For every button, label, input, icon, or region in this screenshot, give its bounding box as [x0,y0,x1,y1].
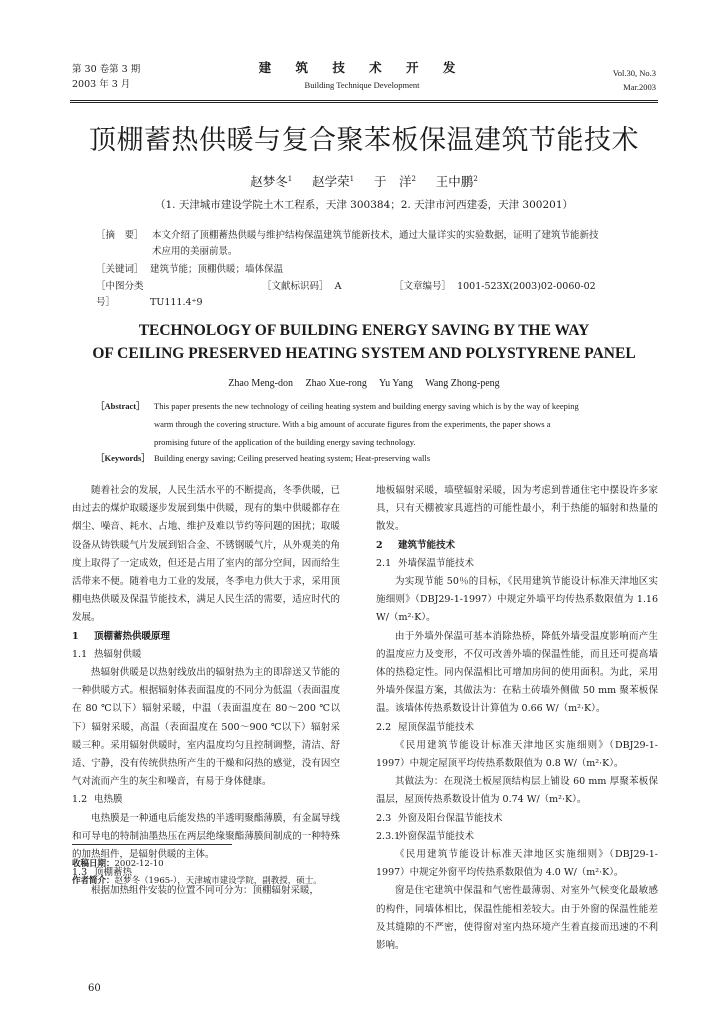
footnote [72,856,322,890]
author-bio: 作者简介：赵梦冬（1965-），天津城市建设学院，副教授，硕士。 [72,876,322,886]
section-heading: 2.2 屋顶保温节能技术 [376,721,475,733]
author: 赵学荣$^1$ [312,174,355,189]
author: 赵梦冬$^1$ [250,174,293,189]
author: 于 洋$^2$ [373,174,416,189]
journal-name-en: Building Technique Development [304,80,420,90]
footnote-rule [72,844,232,845]
keywords-label-en: ［Keywords］ [96,453,150,463]
article-title-en: TECHNOLOGY OF BUILDING ENERGY SAVING BY THE WAY OF CEILING PRESERVED HEATING SYSTEM AND POLYSTYRENE PANEL [92,322,636,362]
received-date: 收稿日期：2002-12-10 [72,859,164,869]
journal-name-cn: 建 筑 技 术 开 发 [258,60,466,75]
body-paragraph: 电热膜是一种通电后能发热的半透明聚酯薄膜，有金属导线和可导电的特制油墨热压在两层绝缘聚酯薄膜间制成的一种特殊的加热组件，是辐射供暖的主体。 [72,812,340,861]
section-heading: 2 建筑节能技术 [376,539,456,551]
body-paragraph: 为实现节能 50％的目标，《民用建筑节能设计标准天津地区实施细则》（DBJ29-1-1997）中规定外墙平均传热系数限值为 1.16 W/（m²·K）。 [376,576,658,624]
clc-label: ［中图分类号］ [96,281,144,308]
section-heading: 2.3 外窗及阳台保温节能技术 [376,812,503,824]
body-paragraph: 其做法为：在现浇土板屋顶结构层上铺设 60 mm 厚聚苯板保温层，屋顶传热系数设计值为 0.74 W/（m²·K）。 [376,776,658,806]
classification-line [96,279,662,311]
section-heading: 1.1 热辐射供暖 [72,648,142,660]
header-rule-thin [70,102,658,103]
issue-info-en [613,66,656,94]
body-paragraph: 热辐射供暖是以热射线放出的辐射热为主的即辞送又节能的一种供暖方式。根据辐射体表面温度的不同分为低温（表面温度在 80 ℃以下）辐射采暖，中温（表面温度在 80～200 ℃以下）辐射采暖，高温（表面温度在 500～900 ℃以下）辐射采暖三种。采用辐射供暖时，室内温度均匀且控制调整，清洁、舒适、宁静，没有传统供热所产生的干燥和闷热的感觉，没有因空气对流而产生的灰尘和噪音，有易于身体健康。 [72,667,340,788]
journal-title [230,58,494,90]
page-number: 60 [88,983,101,994]
header-rule [70,100,658,101]
issue-cn: 第 30 卷第 3 期 [72,64,141,75]
section-heading: 2.1 外墙保温节能技术 [376,557,475,569]
date-en: Mar.2003 [623,82,656,92]
body-paragraph: 《民用建筑节能设计标准天津地区实施细则》（DBJ29-1-1997）中规定外窗平均传热系数限值为 4.0 W/（m²·K）。 [376,849,658,879]
affiliation-cn: （1. 天津城市建设学院土木工程系，天津 300384；2. 天津市河西建委，天津 300201） [154,199,574,211]
body-paragraph: 根据加热组件安装的位置不同可分为：顶棚辐射采暖， [91,885,320,897]
issue-info-cn [72,62,140,92]
body-paragraph: 窗是住宅建筑中保温和气密性最薄弱、对室外气候变化最敏感的构件，同墙体相比，保温性能相差较大。由于外窗的保温性能差及其缝隙的不严密，使得窗对室内热环境产生着直接而迅速的不利影响。 [376,885,658,952]
body-paragraph: 由于外墙外保温可基本消除热桥，降低外墙受温度影响而产生的温度应力及变形，不仅可改善外墙的保温性能，而且还可提高墙体的热稳定性。同内保温相比可增加房间的使用面积。为此，采用外墙外保温方案，其做法为：在粘土砖墙外侧做 50 mm 聚苯板保温。该墙体传热系数设计计算值为 0.66 W/（m²·K）。 [376,630,658,715]
abstract-cn [96,228,662,262]
keywords-en [96,449,662,467]
abstract-text-en: This paper presents the new technology of ceiling heating system and building energy saving which is by the way of keeping warm through the covering structure. With a big amount of accurate figures from the experiments, the paper shows a promising future of the application of the building energy saving technology. [154,401,579,447]
date-cn: 2003 年 3 月 [72,79,131,90]
clc-value: TU111.4⁺9 [150,297,203,308]
author: 王中鹏$^2$ [435,174,478,189]
abstract-text-cn: 本文介绍了顶棚蓄热供暖与维护结构保温建筑节能新技术，通过大量详实的实验数据，证明了建筑节能新技 术应用的美丽前景。 [152,230,599,257]
abstract-label-cn: ［摘 要］ [96,230,144,241]
body-paragraph: 地板辐射采暖，墙壁辐射采暖，因为考虑到普通住宅中摆设许多家具，只有天棚被家具遮挡的可能性最小，利于热能的辐射和热量的散发。 [376,485,658,533]
abstract-label-en: ［Abstract］ [96,401,145,411]
section-heading: 1.3 顶棚蓄热 [72,867,133,879]
body-column-left [72,482,340,901]
section-heading: 1.2 电热膜 [72,794,123,806]
body-paragraph: 随着社会的发展，人民生活水平的不断提高，冬季供暖，已由过去的煤炉取暖逐步发展到集中供暖，现有的集中供暖都存在烟尘、噪音、耗水、占地、维护及难以节约等问题的困扰；取暖设备从铸铁暖气片发展到铝合金、不锈钢暖气片，从外观美的角度上取得了一定成效，但还是占用了室内的部分空间，因而给生活带来不便。随着电力工业的发展，冬季电力供大于求，采用顶棚电热供暖及保温节能技术，满足人民生活的需要，适应时代的发展。 [72,485,340,624]
section-heading: 1 顶棚蓄热供暖原理 [72,630,171,642]
keywords-text-en: Building energy saving; Ceiling preserved heating system; Heat-preserving walls [154,453,431,463]
keywords-cn [96,262,662,278]
article-title-cn: 顶棚蓄热供暖与复合聚苯板保温建筑节能技术 [89,125,639,156]
keywords-label-cn: ［关键词］ [96,264,144,275]
body-paragraph: 《民用建筑节能设计标准天津地区实施细则》（DBJ29-1-1997）中规定屋顶平均传热系数限值为 0.8 W/（m²·K）。 [376,739,658,770]
issue-en: Vol.30, No.3 [612,68,656,78]
doc-code: ［文献标识码］ A [262,281,342,292]
article-number: ［文章编号］ 1001-523X(2003)02-0060-02 [394,281,596,292]
author-list-en: Zhao Meng-don Zhao Xue-rong Yu Yang Wang Zhong-peng [228,378,500,389]
abstract-en [96,397,662,451]
author-list-cn [60,172,668,190]
body-column-right [376,482,658,955]
section-heading: 2.3.1外窗保温节能技术 [376,830,475,842]
keywords-text-cn: 建筑节能；顶棚供暖；墙体保温 [150,264,284,275]
